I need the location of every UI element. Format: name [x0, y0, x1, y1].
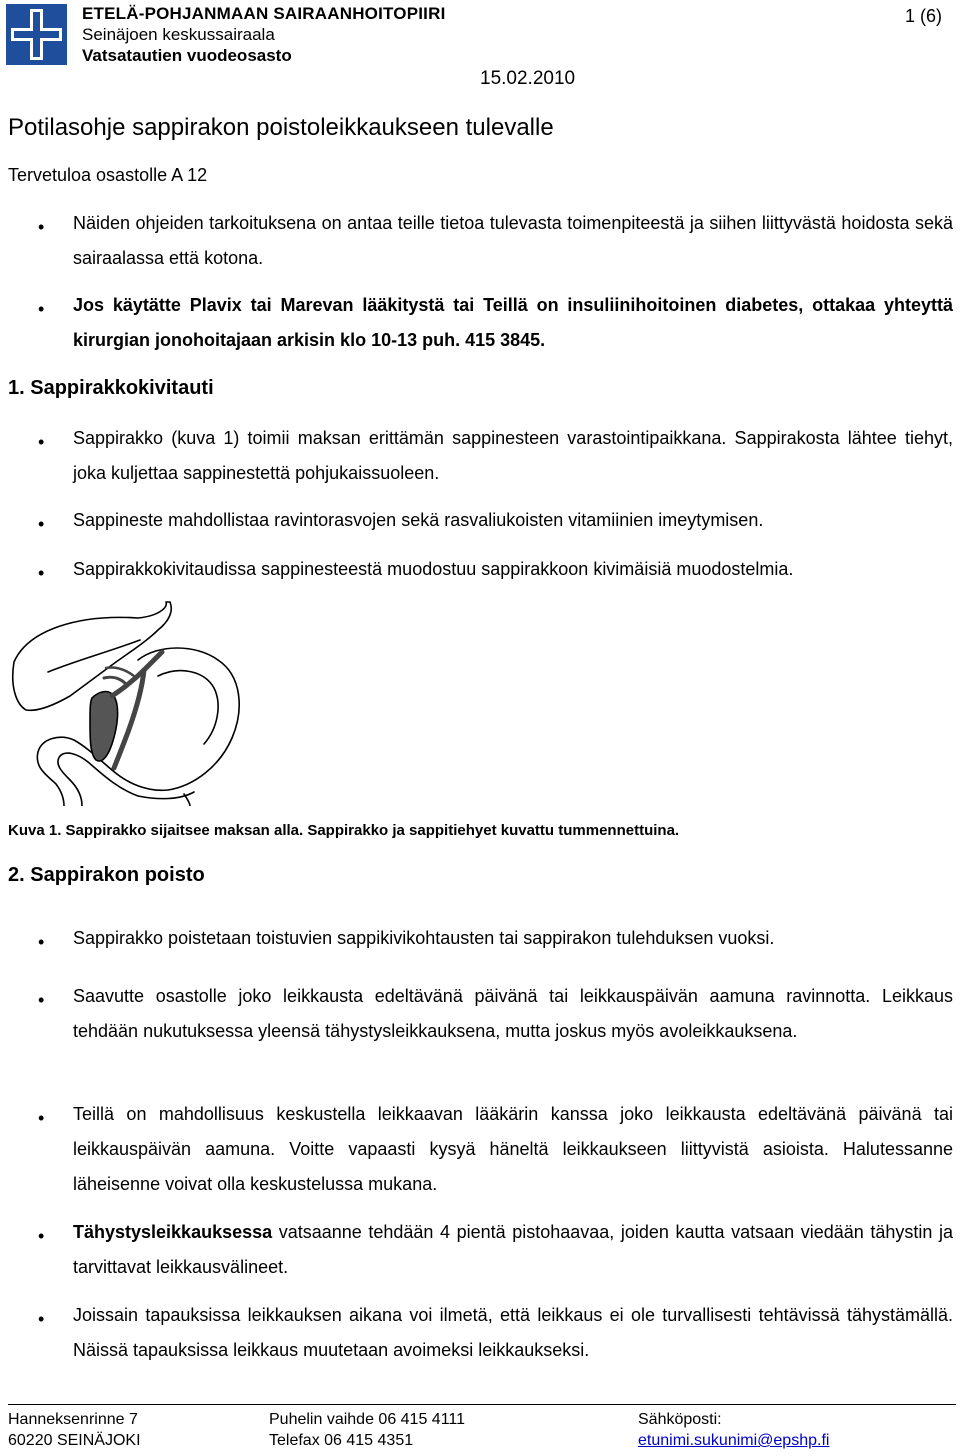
section1-heading: 1. Sappirakkokivitauti: [8, 377, 214, 399]
page-number: 1 (6): [904, 6, 942, 26]
intro-bullet-2: Jos käytätte Plavix tai Marevan lääkitystä tai Teillä on insuliinihoitoinen diabetes, ottakaa yhteyttä kirurgian jonohoitajaan arkisin klo 10-13 puh. 415 3845.: [73, 295, 953, 350]
footer-phones: [269, 1409, 465, 1451]
section1-bullet-3: Sappirakkokivitaudissa sappinesteestä muodostuu sappirakkoon kivimäisiä muodostelmia.: [73, 559, 794, 579]
section2-bullet-5: Joissain tapauksissa leikkauksen aikana voi ilmetä, että leikkaus ei ole turvallisesti tehtävissä tähystämällä. Näissä tapauksissa leikkaus muutetaan avoimeksi leikkaukseksi.: [73, 1305, 953, 1360]
hospital-logo-icon: [6, 4, 67, 65]
footer-email-link[interactable]: etunimi.sukunimi@epshp.fi: [638, 1432, 830, 1449]
document-title: Potilasohje sappirakon poistoleikkaukseen tulevalle: [8, 114, 554, 141]
document-date: 15.02.2010: [480, 68, 576, 89]
section1-bullet-1: Sappirakko (kuva 1) toimii maksan erittämän sappinesteen varastointipaikkana. Sappirakosta lähtee tiehyt, joka kuljettaa sappinestettä pohjukaissuoleen.: [73, 428, 953, 483]
bullet-icon: •: [38, 1226, 45, 1246]
section2-bullet-4: [73, 1215, 953, 1285]
bullet-icon: •: [38, 1108, 45, 1128]
section2-bullet-4-bold: Tähystysleikkauksessa: [73, 1222, 273, 1242]
footer-divider: [8, 1404, 956, 1405]
bullet-icon: •: [38, 1309, 45, 1329]
gallbladder-anatomy-figure: [8, 600, 258, 806]
department-name: Vatsatautien vuodeosasto: [82, 46, 292, 65]
bullet-icon: •: [38, 514, 45, 534]
bullet-icon: •: [38, 563, 45, 583]
footer-address: [8, 1409, 141, 1451]
bullet-icon: •: [38, 299, 45, 319]
bullet-icon: •: [38, 217, 45, 237]
section1-bullet-2: Sappineste mahdollistaa ravintorasvojen sekä rasvaliukoisten vitamiinien imeytymisen.: [73, 510, 764, 530]
footer-street: Hanneksenrinne 7: [8, 1411, 138, 1428]
footer-email-label: Sähköposti:: [638, 1411, 722, 1428]
section2-bullet-4-rest: vatsaanne tehdään 4 pientä pistohaavaa, joiden kautta vatsaan viedään tähystin ja tarvittavat leikkausvälineet.: [73, 1222, 953, 1277]
intro-bullet-1: Näiden ohjeiden tarkoituksena on antaa teille tietoa tulevasta toimenpiteestä ja siihen liittyvästä hoidosta sekä sairaalassa että kotona.: [73, 213, 953, 268]
bullet-icon: •: [38, 932, 45, 952]
section2-heading: 2. Sappirakon poisto: [8, 864, 205, 886]
footer-contact: [638, 1409, 829, 1451]
footer-fax: Telefax 06 415 4351: [269, 1432, 414, 1449]
welcome-text: Tervetuloa osastolle A 12: [8, 165, 208, 185]
bullet-icon: •: [38, 990, 45, 1010]
section2-bullet-2: Saavutte osastolle joko leikkausta edeltävänä päivänä tai leikkauspäivän aamuna ravinnotta. Leikkaus tehdään nukutuksessa yleensä tähystysleikkauksena, mutta joskus myös avoleikkauksena.: [73, 986, 953, 1041]
footer-postal: 60220 SEINÄJOKI: [8, 1432, 141, 1449]
footer-phone: Puhelin vaihde 06 415 4111: [269, 1411, 466, 1428]
bullet-icon: •: [38, 432, 45, 452]
section2-bullet-3: Teillä on mahdollisuus keskustella leikkaavan lääkärin kanssa joko leikkausta edeltävänä päivänä tai leikkauspäivän aamuna. Voitte vapaasti kysyä häneltä leikkaukseen liittyvistä asioista. Halutessanne läheisenne voivat olla keskustelussa mukana.: [73, 1104, 953, 1194]
org-name: ETELÄ-POHJANMAAN SAIRAANHOITOPIIRI: [82, 4, 446, 23]
figure-caption: Kuva 1. Sappirakko sijaitsee maksan alla. Sappirakko ja sappitiehyet kuvattu tummennettuina.: [8, 822, 680, 839]
section2-bullet-1: Sappirakko poistetaan toistuvien sappikivikohtausten tai sappirakon tulehduksen vuoksi.: [73, 928, 775, 948]
hospital-name: Seinäjoen keskussairaala: [82, 25, 275, 44]
